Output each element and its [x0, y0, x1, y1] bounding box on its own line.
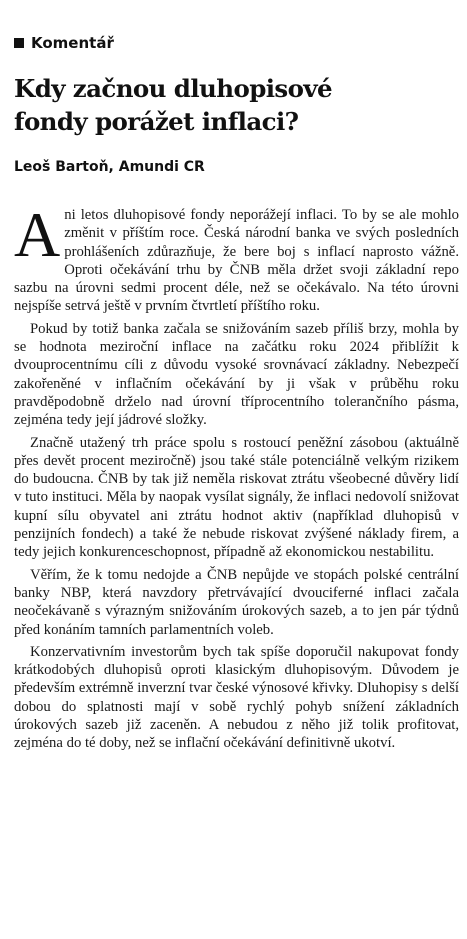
- paragraph-text: ni letos dluhopisové fondy neporážejí inflaci. To by se ale mohlo změnit v příštím roce. Česká národní banka ve svých posledních prohlášeních zdůrazňuje, že bere boj s inflací naprosto vážně. Oproti očekávání trhu by ČNB měla držet svoji základní repo sazbu na úrovni sedmi procent déle, než se očekávalo. Na této úrovni nejspíše setrvá ještě v prvním čtvrtletí příštího roku.: [14, 207, 459, 315]
- article-paragraph: Pokud by totiž banka začala se snižováním sazeb příliš brzy, mohla by se hodnota meziroční inflace na začátku roku 2024 přiblížit k dvouprocentnímu cíli z důvodu vysoké srovnávací základny. Nebezpečí zakořeněné v inflačním očekávání by ji však v průběhu roku pravděpodobně drželo nad úrovní tříprocentního tolerančního pásma, zejména tedy její jádrové složky.: [14, 320, 459, 429]
- article-body: [14, 199, 459, 757]
- article-author: Leoš Bartoň, Amundi CR: [14, 159, 205, 175]
- article-paragraph: [14, 199, 459, 316]
- section-label-text: Komentář: [31, 34, 114, 52]
- article-headline: Kdy začnou dluhopisové fondy porážet inflaci?: [14, 74, 332, 136]
- section-square-icon: [14, 38, 24, 48]
- section-label: [14, 34, 114, 52]
- article-paragraph: Značně utažený trh práce spolu s rostoucí peněžní zásobou (aktuálně přes devět procent meziročně) jsou také stále potenciálně velkým rizikem do budoucna. ČNB by tak již neměla riskovat ztrátu všeobecné důvěry lidí v tuto instituci. Měla by naopak vysílat signály, že inflaci nedovolí snižovat kupní sílu obyvatel ani ztrátu hodnot aktiv (například dluhopisů v penzijních fondech) a také že nebude riskovat zvýšené náklady firem, a tedy jejich konkurenceschopnost, případně až ekonomickou nestabilitu.: [14, 434, 459, 561]
- drop-cap: A: [14, 199, 61, 270]
- article-paragraph: Věřím, že k tomu nedojde a ČNB nepůjde ve stopách polské centrální banky NBP, která navzdory přetrvávající dvouciferné inflaci začala neočekávaně s výrazným snižováním úrokových sazeb, a to jen pár týdnů před konáním tamních parlamentních voleb.: [14, 566, 459, 638]
- article-paragraph: Konzervativním investorům bych tak spíše doporučil nakupovat fondy krátkodobých dluhopisů oproti klasickým dluhopisovým. Důvodem je především extrémně inverzní tvar české výnosové křivky. Dluhopisy s delší dobou do splatnosti mají v sobě rychlý pohyb snížení základních úrokových sazeb již zaceněn. A nebudou z něho již tolik profitovat, zejména do té doby, než se inflační očekávání definitivně ukotví.: [14, 643, 459, 752]
